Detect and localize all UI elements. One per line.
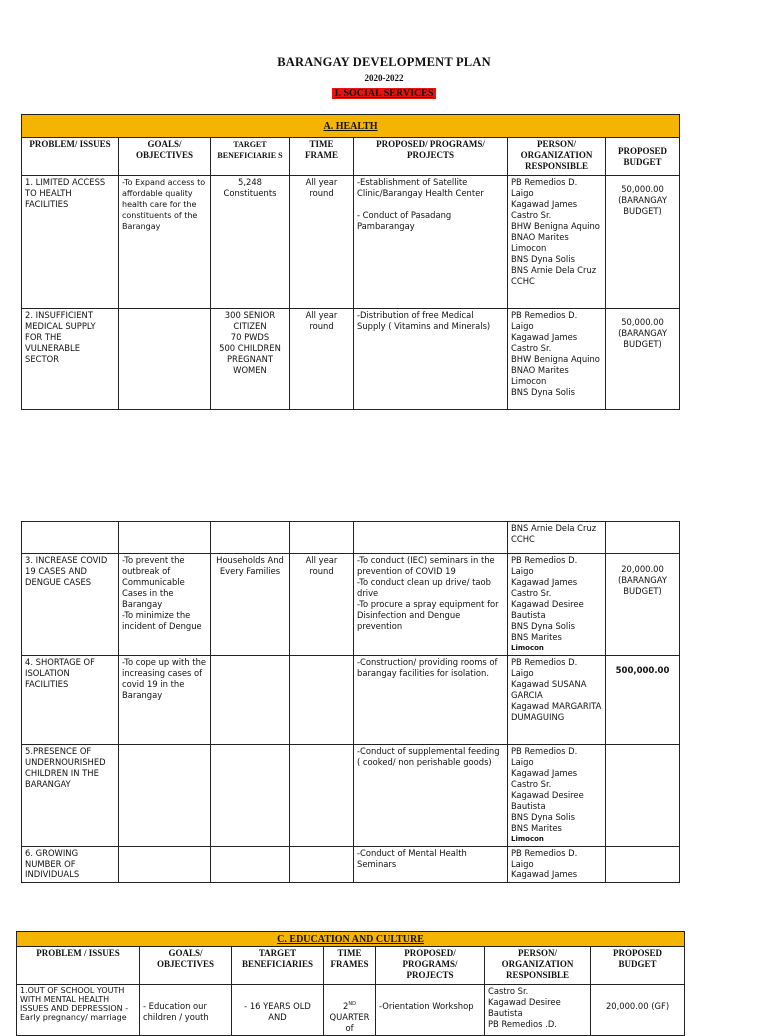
col-target: TARGET BENEFICIARIES	[232, 947, 324, 985]
programs-cell	[354, 522, 508, 554]
time-cell: All year round	[290, 554, 354, 656]
person-cell: BNS Arnie Dela Cruz CCHC	[508, 522, 606, 554]
goals-cell: -To Expand access to affordable quality health care for the constituents of the Barangay	[119, 176, 211, 309]
programs-cell: -Orientation Workshop	[376, 985, 485, 1036]
col-programs: PROPOSED/ PROGRAMS/ PROJECTS	[376, 947, 485, 985]
col-programs: PROPOSED/ PROGRAMS/ PROJECTS	[354, 138, 508, 176]
target-cell: - 16 YEARS OLD AND	[232, 985, 324, 1036]
person-cell	[508, 554, 606, 656]
goals-cell	[119, 847, 211, 883]
col-problem: PROBLEM / ISSUES	[17, 947, 140, 985]
problem-cell: 3. INCREASE COVID 19 CASES AND DENGUE CASES	[22, 554, 119, 656]
problem-cell: 5.PRESENCE OF UNDERNOURISHED CHILDREN IN THE BARANGAY	[22, 745, 119, 847]
time-cell: All year round	[290, 176, 354, 309]
col-target: TARGET BENEFICIARIE S	[211, 138, 290, 176]
plan-years: 2020-2022	[364, 73, 404, 83]
table-row	[22, 656, 680, 745]
table-row	[22, 522, 680, 554]
person-tail: Limocon	[511, 835, 544, 843]
col-goals: GOALS/ OBJECTIVES	[140, 947, 232, 985]
health-table	[21, 114, 680, 410]
education-table	[16, 931, 685, 1036]
plan-title: BARANGAY DEVELOPMENT PLAN	[277, 55, 491, 69]
budget-cell: 20,000.00 (GF)	[591, 985, 685, 1036]
budget-cell	[606, 847, 680, 883]
person-names: PB Remedios D. Laigo Kagawad James Castro Sr. Kagawad Desiree Bautista BNS Dyna Solis BNS Marites	[511, 746, 584, 833]
budget-cell	[606, 745, 680, 847]
table-row	[22, 176, 680, 309]
goals-cell: -To cope up with the increasing cases of covid 19 in the Barangay	[119, 656, 211, 745]
col-time: TIME FRAME	[290, 138, 354, 176]
time-cell	[290, 745, 354, 847]
time-cell	[290, 656, 354, 745]
person-names: PB Remedios D. Laigo Kagawad James Castro Sr. Kagawad Desiree Bautista BNS Dyna Solis BNS Marites	[511, 555, 584, 642]
problem-cell: 1. LIMITED ACCESS TO HEALTH FACILITIES	[22, 176, 119, 309]
goals-cell	[119, 745, 211, 847]
time-rest: QUARTER of	[329, 1011, 370, 1033]
target-cell	[211, 656, 290, 745]
time-cell: All year round	[290, 309, 354, 410]
programs-cell: -To conduct (IEC) seminars in the prevention of COVID 19 -To conduct clean up drive/ taob drive -To procure a spray equipment for Disinfection and Dengue prevention	[354, 554, 508, 656]
health-band: A. HEALTH	[22, 115, 680, 138]
col-problem: PROBLEM/ ISSUES	[22, 138, 119, 176]
col-person: PERSON/ ORGANIZATION RESPONSIBLE	[508, 138, 606, 176]
col-goals: GOALS/ OBJECTIVES	[119, 138, 211, 176]
budget-cell	[606, 522, 680, 554]
programs-cell: -Distribution of free Medical Supply ( Vitamins and Minerals)	[354, 309, 508, 410]
target-cell: 5,248 Constituents	[211, 176, 290, 309]
time-cell	[290, 847, 354, 883]
person-tail: Limocon	[511, 644, 544, 652]
table-row	[22, 745, 680, 847]
goals-cell	[119, 522, 211, 554]
problem-cell	[22, 522, 119, 554]
problem-cell: 2. INSUFFICIENT MEDICAL SUPPLY FOR THE VULNERABLE SECTOR	[22, 309, 119, 410]
time-sup: ND	[348, 1001, 356, 1007]
document-header	[0, 55, 768, 101]
goals-cell	[119, 309, 211, 410]
problem-cell: 1.OUT OF SCHOOL YOUTH WITH MENTAL HEALTH ISSUES AND DEPRESSION - Early pregnancy/ marriage	[17, 985, 140, 1036]
col-budget: PROPOSED BUDGET	[606, 138, 680, 176]
budget-cell: 50,000.00 (BARANGAY BUDGET)	[606, 309, 680, 410]
col-time: TIME FRAMES	[324, 947, 376, 985]
col-budget: PROPOSED BUDGET	[591, 947, 685, 985]
person-cell: Castro Sr. Kagawad Desiree Bautista PB Remedios .D.	[485, 985, 591, 1036]
programs-cell: -Construction/ providing rooms of barangay facilities for isolation.	[354, 656, 508, 745]
table-row	[22, 309, 680, 410]
table-row	[17, 985, 685, 1036]
person-cell: PB Remedios D. Laigo Kagawad James	[508, 847, 606, 883]
table-row	[22, 847, 680, 883]
target-cell	[211, 522, 290, 554]
programs-cell: -Establishment of Satellite Clinic/Barangay Health Center - Conduct of Pasadang Pambarangay	[354, 176, 508, 309]
budget-cell: 50,000.00 (BARANGAY BUDGET)	[606, 176, 680, 309]
target-cell	[211, 745, 290, 847]
section-heading: I. SOCIAL SERVICES	[332, 88, 437, 99]
target-cell: Households And Every Families	[211, 554, 290, 656]
person-cell: PB Remedios D. Laigo Kagawad James Castro Sr. BHW Benigna Aquino BNAO Marites Limocon BNS Dyna Solis BNS Arnie Dela Cruz CCHC	[508, 176, 606, 309]
education-band: C. EDUCATION AND CULTURE	[17, 932, 685, 947]
budget-cell: 20,000.00 (BARANGAY BUDGET)	[606, 554, 680, 656]
problem-cell: 4. SHORTAGE OF ISOLATION FACILITIES	[22, 656, 119, 745]
problem-cell: 6. GROWING NUMBER OF INDIVIDUALS	[22, 847, 119, 883]
target-cell	[211, 847, 290, 883]
programs-cell: -Conduct of Mental Health Seminars	[354, 847, 508, 883]
col-person: PERSON/ ORGANIZATION RESPONSIBLE	[485, 947, 591, 985]
time-cell	[324, 985, 376, 1036]
programs-cell: -Conduct of supplemental feeding ( cooked/ non perishable goods)	[354, 745, 508, 847]
target-cell: 300 SENIOR CITIZEN 70 PWDS 500 CHILDREN PREGNANT WOMEN	[211, 309, 290, 410]
budget-cell: 500,000.00	[606, 656, 680, 745]
goals-cell: - Education our children / youth	[140, 985, 232, 1036]
health-table-continued	[21, 521, 680, 883]
person-cell: PB Remedios D. Laigo Kagawad SUSANA GARCIA Kagawad MARGARITA DUMAGUING	[508, 656, 606, 745]
goals-cell: -To prevent the outbreak of Communicable Cases in the Barangay -To minimize the incident of Dengue	[119, 554, 211, 656]
person-cell: PB Remedios D. Laigo Kagawad James Castro Sr. BHW Benigna Aquino BNAO Marites Limocon BNS Dyna Solis	[508, 309, 606, 410]
table-row	[22, 554, 680, 656]
time-main: 2	[343, 1000, 349, 1011]
time-cell	[290, 522, 354, 554]
person-cell	[508, 745, 606, 847]
